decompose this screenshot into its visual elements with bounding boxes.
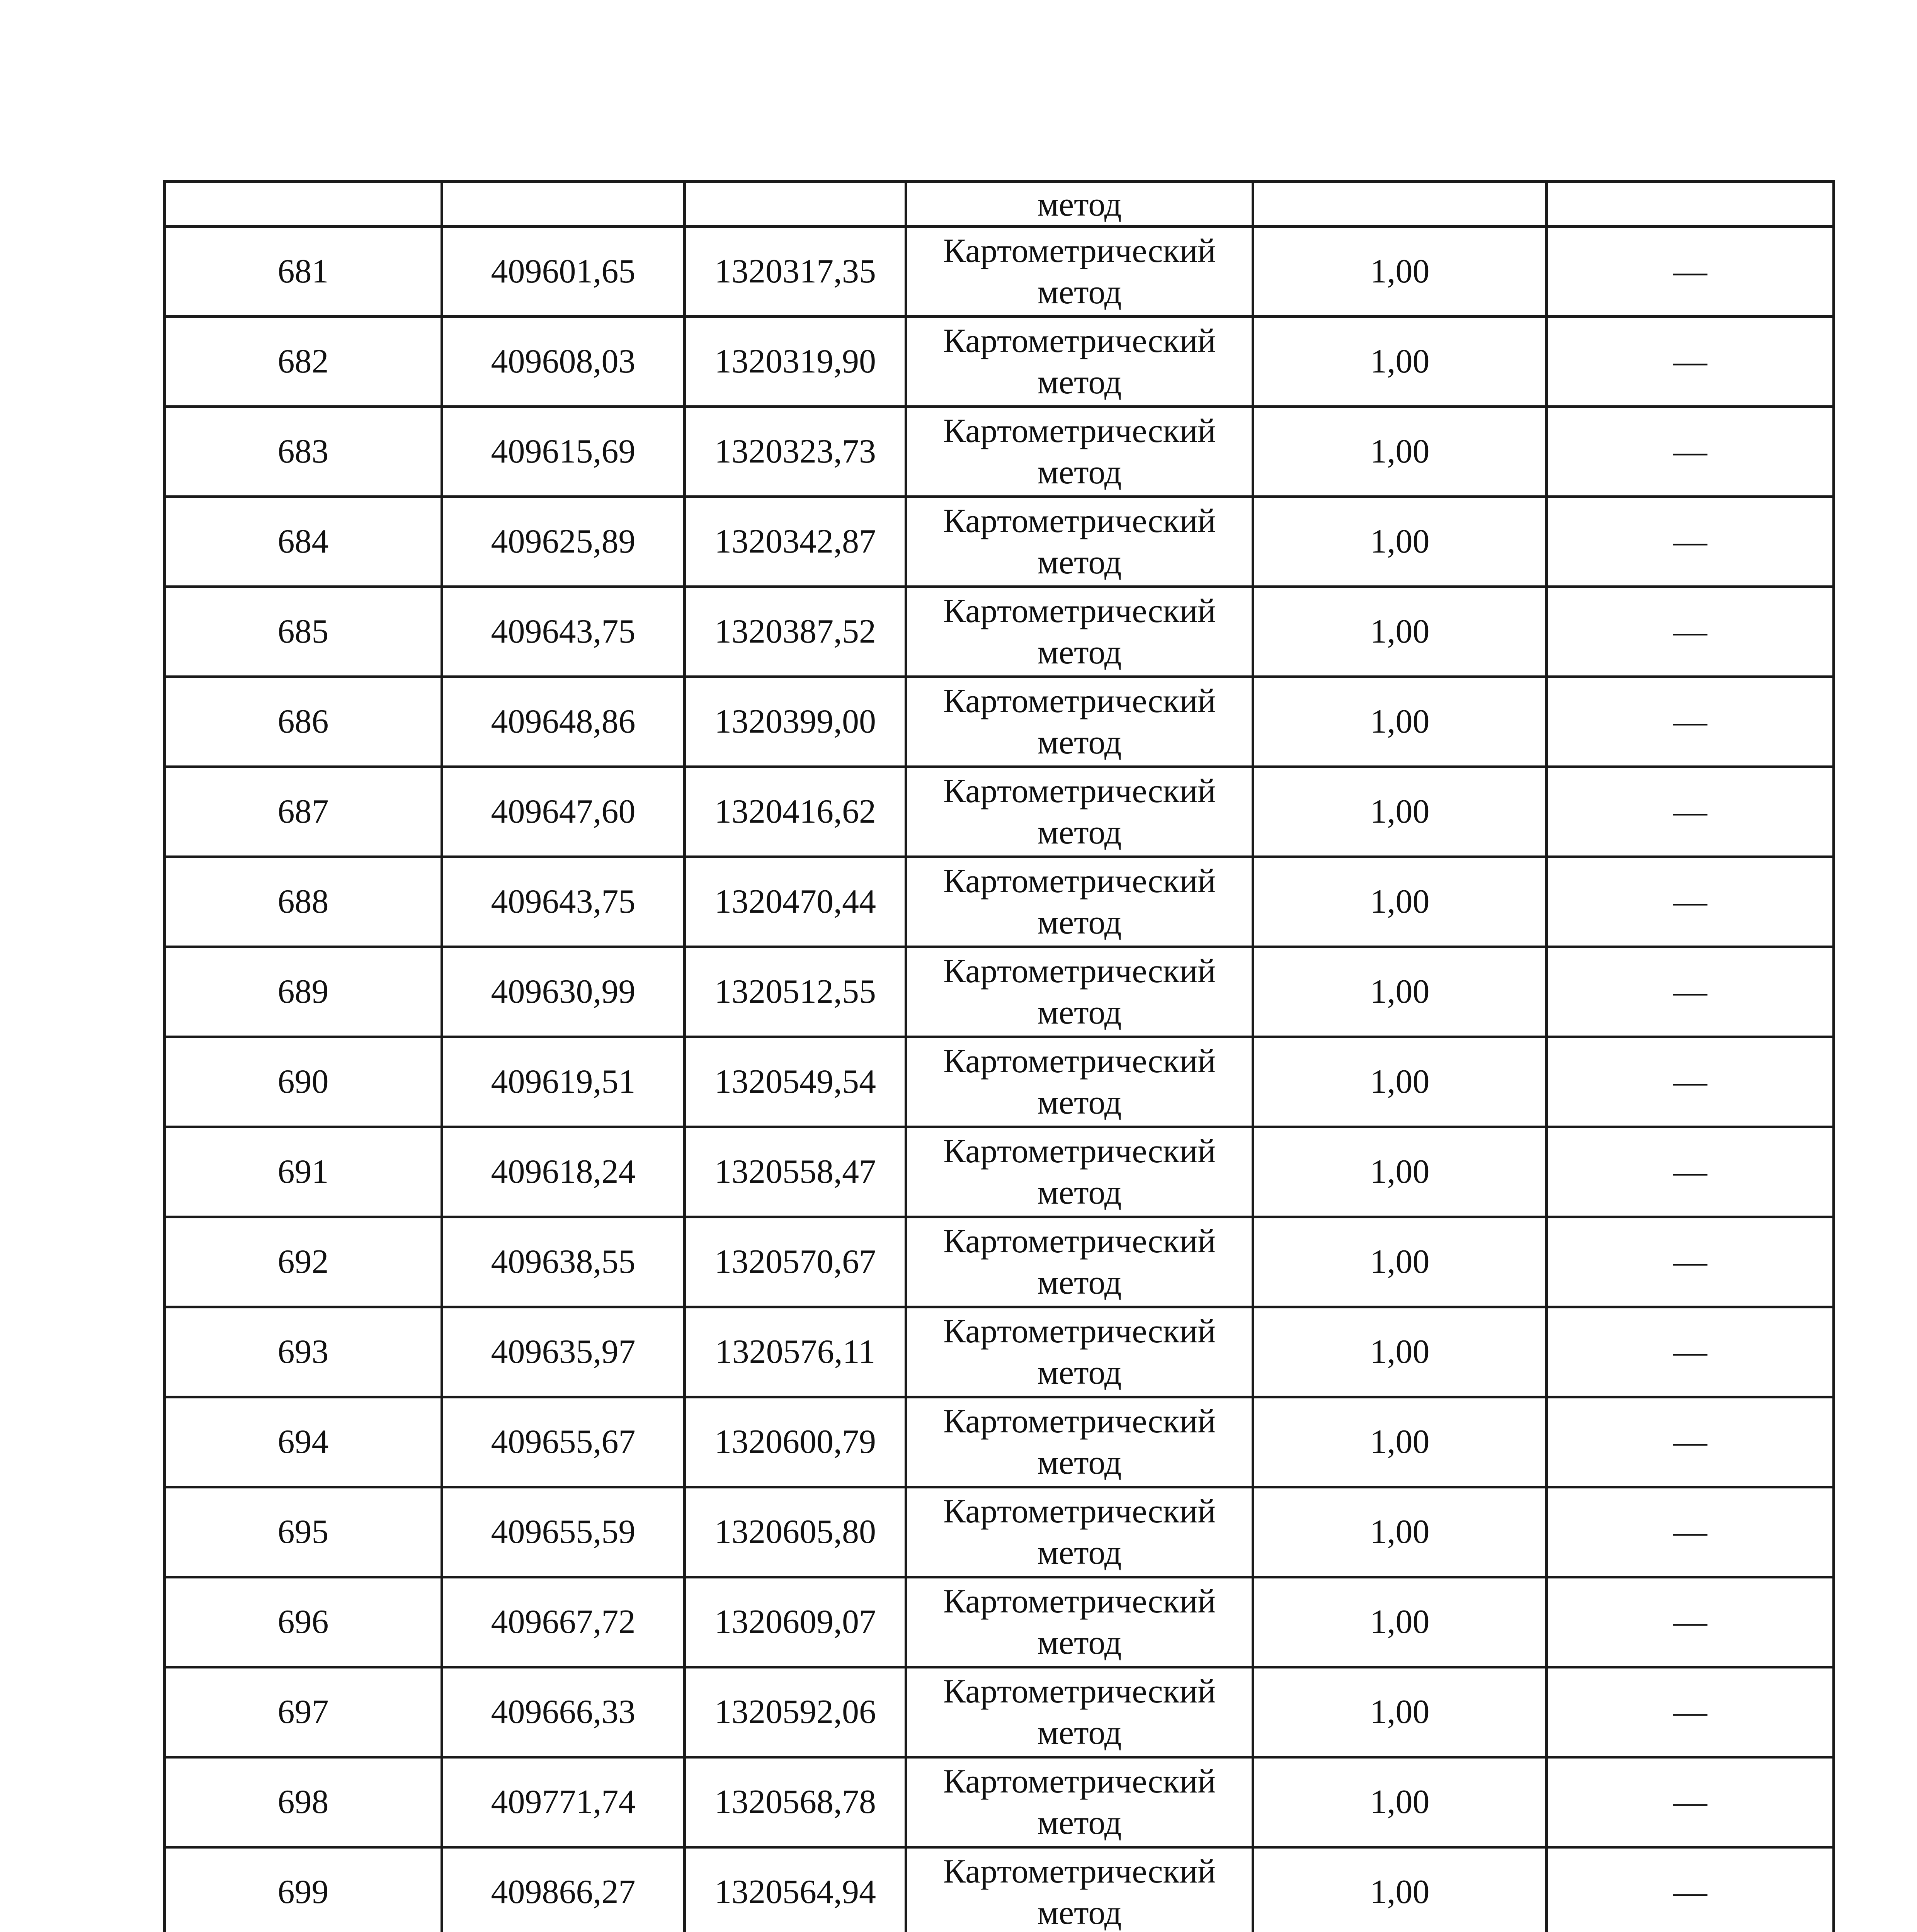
y-coordinate-cell: 1320600,79	[685, 1397, 906, 1487]
table-row	[165, 1847, 1834, 1932]
method-line-1: Картометрический	[943, 952, 1216, 990]
note-cell: —	[1547, 1757, 1834, 1847]
note-cell: —	[1547, 497, 1834, 587]
table-row	[165, 1127, 1834, 1217]
y-coordinate-cell: 1320319,90	[685, 317, 906, 407]
method-cell	[906, 1397, 1253, 1487]
method-line-2: метод	[1037, 1894, 1122, 1932]
table-continuation-row	[165, 182, 1834, 227]
method-cell	[906, 1037, 1253, 1127]
note-cell: —	[1547, 227, 1834, 317]
point-number-cell: 699	[165, 1847, 442, 1932]
method-line-1: Картометрический	[943, 1582, 1216, 1620]
method-cell	[906, 317, 1253, 407]
x-coordinate-cell: 409866,27	[442, 1847, 685, 1932]
accuracy-cell: 1,00	[1253, 587, 1547, 677]
x-coordinate-cell: 409667,72	[442, 1577, 685, 1667]
method-line-1: Картометрический	[943, 1492, 1216, 1530]
table-row	[165, 947, 1834, 1037]
method-cell	[906, 1127, 1253, 1217]
method-cell	[906, 1667, 1253, 1757]
table-row	[165, 1487, 1834, 1577]
method-line-2: метод	[1037, 994, 1122, 1031]
method-line-1: Картометрический	[943, 232, 1216, 270]
accuracy-cell: 1,00	[1253, 497, 1547, 587]
method-cell	[906, 227, 1253, 317]
coordinates-table	[163, 180, 1835, 1932]
note-cell: —	[1547, 947, 1834, 1037]
method-line-2: метод	[1037, 1084, 1122, 1121]
note-cell: —	[1547, 677, 1834, 767]
y-coordinate-cell: 1320568,78	[685, 1757, 906, 1847]
point-number-cell: 690	[165, 1037, 442, 1127]
method-cell	[906, 1757, 1253, 1847]
y-coordinate-cell: 1320592,06	[685, 1667, 906, 1757]
method-cell	[906, 767, 1253, 857]
y-coordinate-cell: 1320512,55	[685, 947, 906, 1037]
point-number-cell: 691	[165, 1127, 442, 1217]
table-row	[165, 317, 1834, 407]
method-line-2: метод	[1037, 274, 1122, 311]
method-line-1: Картометрический	[943, 1222, 1216, 1260]
method-line-2: метод	[1037, 1444, 1122, 1481]
note-cell: —	[1547, 1667, 1834, 1757]
y-coordinate-cell: 1320317,35	[685, 227, 906, 317]
point-number-cell: 686	[165, 677, 442, 767]
point-number-cell: 687	[165, 767, 442, 857]
table-row	[165, 227, 1834, 317]
point-number-cell: 693	[165, 1307, 442, 1397]
y-coordinate-cell: 1320605,80	[685, 1487, 906, 1577]
x-coordinate-cell: 409643,75	[442, 857, 685, 947]
method-line-2: метод	[1037, 544, 1122, 581]
method-cell	[906, 677, 1253, 767]
y-coordinate-cell: 1320323,73	[685, 407, 906, 497]
x-coordinate-cell: 409647,60	[442, 767, 685, 857]
table-row	[165, 1397, 1834, 1487]
y-coordinate-cell: 1320558,47	[685, 1127, 906, 1217]
accuracy-cell: 1,00	[1253, 677, 1547, 767]
method-cell	[906, 1307, 1253, 1397]
method-line-1: Картометрический	[943, 1852, 1216, 1890]
method-cell	[906, 1847, 1253, 1932]
note-cell: —	[1547, 1487, 1834, 1577]
x-coordinate-cell: 409771,74	[442, 1757, 685, 1847]
accuracy-cell: 1,00	[1253, 1487, 1547, 1577]
note-cell: —	[1547, 1037, 1834, 1127]
method-line-2: метод	[1037, 454, 1122, 491]
method-cell	[906, 1217, 1253, 1307]
method-cell	[906, 497, 1253, 587]
method-line-2: метод	[1037, 1804, 1122, 1842]
method-line-2: метод	[1037, 904, 1122, 941]
method-line-2: метод	[1037, 1624, 1122, 1662]
method-line-2: метод	[1037, 1534, 1122, 1571]
point-number-cell: 684	[165, 497, 442, 587]
method-line-1: Картометрический	[943, 862, 1216, 900]
accuracy-cell: 1,00	[1253, 1037, 1547, 1127]
method-line-2: метод	[1037, 814, 1122, 851]
method-line-1: Картометрический	[943, 682, 1216, 720]
accuracy-cell	[1253, 182, 1547, 227]
method-line-1: Картометрический	[943, 1762, 1216, 1800]
y-coordinate-cell: 1320609,07	[685, 1577, 906, 1667]
y-coordinate-cell: 1320399,00	[685, 677, 906, 767]
point-number-cell: 696	[165, 1577, 442, 1667]
x-coordinate-cell: 409666,33	[442, 1667, 685, 1757]
table-row	[165, 1757, 1834, 1847]
x-coordinate-cell: 409619,51	[442, 1037, 685, 1127]
x-coordinate-cell: 409643,75	[442, 587, 685, 677]
method-cell	[906, 1487, 1253, 1577]
table-row	[165, 1037, 1834, 1127]
y-coordinate-cell: 1320416,62	[685, 767, 906, 857]
method-line-1: Картометрический	[943, 1672, 1216, 1710]
y-coordinate-cell: 1320576,11	[685, 1307, 906, 1397]
note-cell: —	[1547, 587, 1834, 677]
table-row	[165, 497, 1834, 587]
note-cell: —	[1547, 317, 1834, 407]
method-cell	[906, 407, 1253, 497]
accuracy-cell: 1,00	[1253, 407, 1547, 497]
x-coordinate-cell	[442, 182, 685, 227]
method-line-1: Картометрический	[943, 1312, 1216, 1350]
method-cell	[906, 947, 1253, 1037]
accuracy-cell: 1,00	[1253, 1307, 1547, 1397]
method-line-1: Картометрический	[943, 772, 1216, 810]
accuracy-cell: 1,00	[1253, 1127, 1547, 1217]
y-coordinate-cell: 1320570,67	[685, 1217, 906, 1307]
note-cell	[1547, 182, 1834, 227]
method-line-2: метод	[1037, 1174, 1122, 1211]
note-cell: —	[1547, 1307, 1834, 1397]
accuracy-cell: 1,00	[1253, 857, 1547, 947]
point-number-cell: 681	[165, 227, 442, 317]
note-cell: —	[1547, 857, 1834, 947]
x-coordinate-cell: 409618,24	[442, 1127, 685, 1217]
x-coordinate-cell: 409635,97	[442, 1307, 685, 1397]
x-coordinate-cell: 409615,69	[442, 407, 685, 497]
method-line-1: Картометрический	[943, 1402, 1216, 1440]
method-cell	[906, 587, 1253, 677]
method-line-2: метод	[1037, 724, 1122, 761]
table-row	[165, 677, 1834, 767]
point-number-cell: 682	[165, 317, 442, 407]
table-row	[165, 1307, 1834, 1397]
accuracy-cell: 1,00	[1253, 1577, 1547, 1667]
y-coordinate-cell	[685, 182, 906, 227]
note-cell: —	[1547, 1127, 1834, 1217]
point-number-cell: 688	[165, 857, 442, 947]
y-coordinate-cell: 1320342,87	[685, 497, 906, 587]
method-line-1: Картометрический	[943, 592, 1216, 630]
x-coordinate-cell: 409655,59	[442, 1487, 685, 1577]
method-line-1: Картометрический	[943, 502, 1216, 540]
table-row	[165, 1667, 1834, 1757]
method-cell	[906, 857, 1253, 947]
method-line-2: метод	[1037, 1354, 1122, 1391]
table-row	[165, 587, 1834, 677]
table-row	[165, 767, 1834, 857]
method-line-2: метод	[1037, 1264, 1122, 1301]
point-number-cell: 689	[165, 947, 442, 1037]
method-cell	[906, 1577, 1253, 1667]
y-coordinate-cell: 1320387,52	[685, 587, 906, 677]
table-row	[165, 1217, 1834, 1307]
method-line-1: Картометрический	[943, 412, 1216, 450]
method-cell: метод	[906, 182, 1253, 227]
point-number-cell: 683	[165, 407, 442, 497]
accuracy-cell: 1,00	[1253, 1217, 1547, 1307]
x-coordinate-cell: 409648,86	[442, 677, 685, 767]
accuracy-cell: 1,00	[1253, 317, 1547, 407]
table-row	[165, 1577, 1834, 1667]
point-number-cell: 695	[165, 1487, 442, 1577]
note-cell: —	[1547, 1577, 1834, 1667]
y-coordinate-cell: 1320470,44	[685, 857, 906, 947]
accuracy-cell: 1,00	[1253, 947, 1547, 1037]
note-cell: —	[1547, 1847, 1834, 1932]
x-coordinate-cell: 409655,67	[442, 1397, 685, 1487]
y-coordinate-cell: 1320549,54	[685, 1037, 906, 1127]
x-coordinate-cell: 409630,99	[442, 947, 685, 1037]
table-row	[165, 407, 1834, 497]
x-coordinate-cell: 409625,89	[442, 497, 685, 587]
x-coordinate-cell: 409608,03	[442, 317, 685, 407]
accuracy-cell: 1,00	[1253, 1667, 1547, 1757]
accuracy-cell: 1,00	[1253, 227, 1547, 317]
note-cell: —	[1547, 407, 1834, 497]
accuracy-cell: 1,00	[1253, 1757, 1547, 1847]
point-number-cell: 694	[165, 1397, 442, 1487]
accuracy-cell: 1,00	[1253, 767, 1547, 857]
method-line-2: метод	[1037, 364, 1122, 401]
method-line-1: Картометрический	[943, 1132, 1216, 1170]
point-number-cell: 692	[165, 1217, 442, 1307]
point-number-cell: 698	[165, 1757, 442, 1847]
coordinates-table-body	[165, 182, 1834, 1932]
table-row	[165, 857, 1834, 947]
accuracy-cell: 1,00	[1253, 1397, 1547, 1487]
method-line-1: Картометрический	[943, 322, 1216, 360]
point-number-cell: 697	[165, 1667, 442, 1757]
x-coordinate-cell: 409601,65	[442, 227, 685, 317]
method-line-2: метод	[1037, 1714, 1122, 1752]
point-number-cell: 685	[165, 587, 442, 677]
method-line-2: метод	[1037, 634, 1122, 671]
accuracy-cell: 1,00	[1253, 1847, 1547, 1932]
x-coordinate-cell: 409638,55	[442, 1217, 685, 1307]
note-cell: —	[1547, 767, 1834, 857]
y-coordinate-cell: 1320564,94	[685, 1847, 906, 1932]
note-cell: —	[1547, 1217, 1834, 1307]
point-number-cell	[165, 182, 442, 227]
note-cell: —	[1547, 1397, 1834, 1487]
method-line-1: Картометрический	[943, 1042, 1216, 1080]
